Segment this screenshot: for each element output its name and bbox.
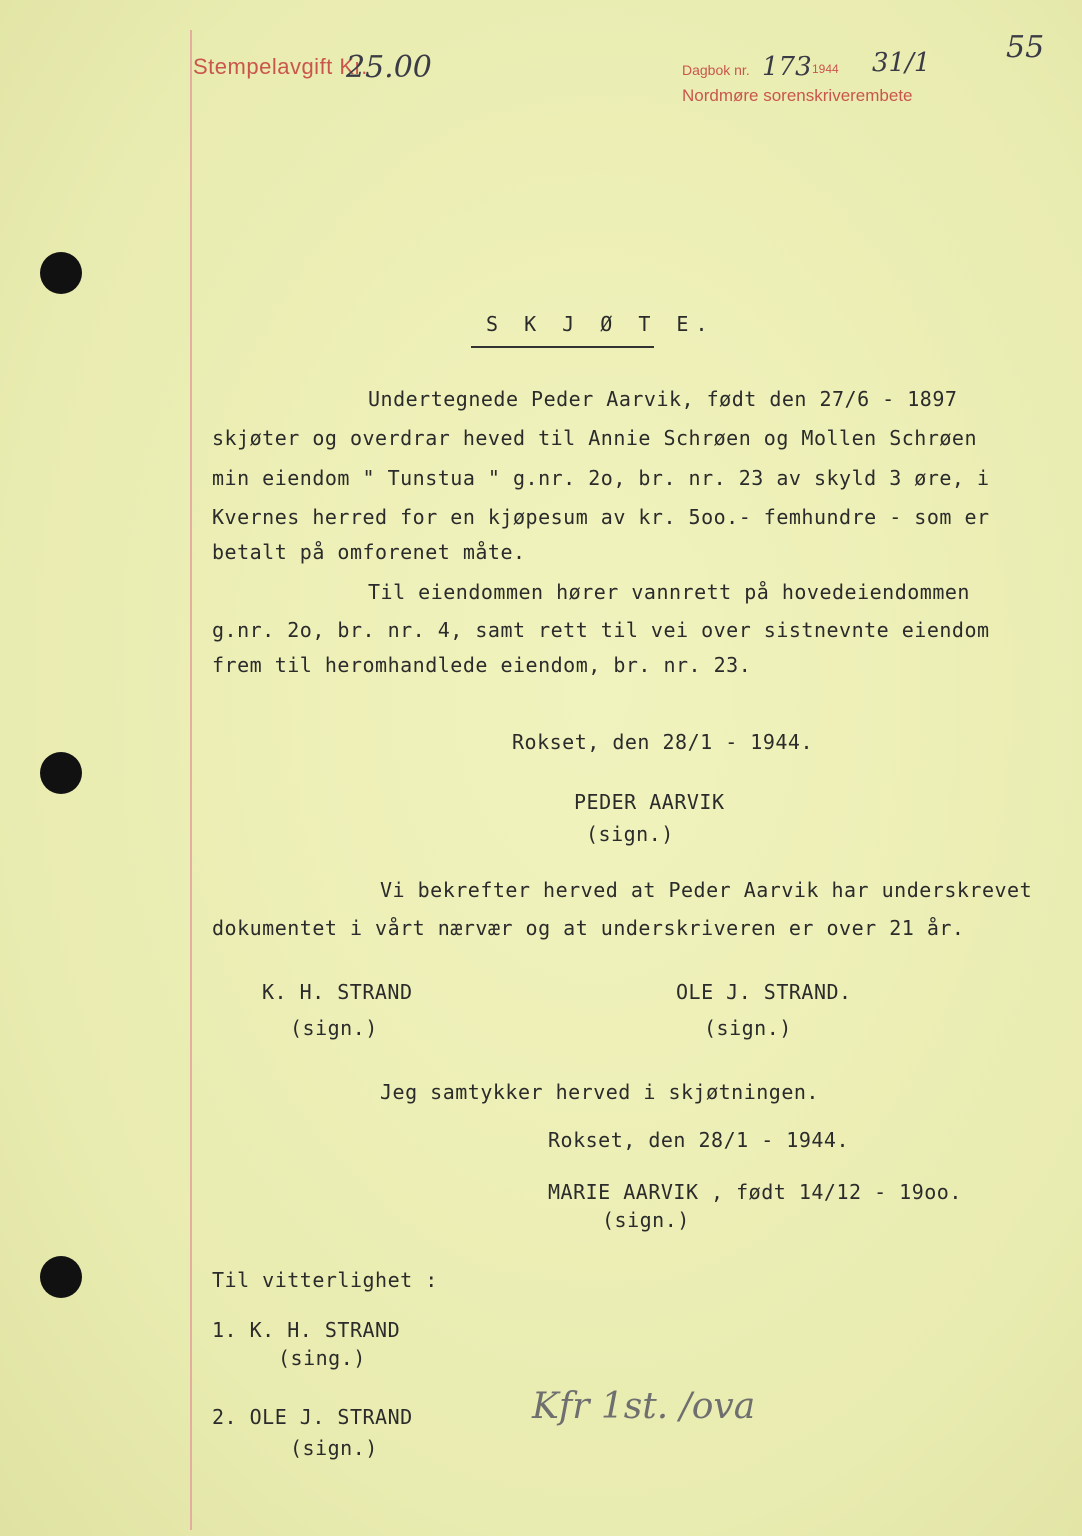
dagbok-year-prefix: 1944: [812, 62, 839, 76]
attest2-name: 2. OLE J. STRAND: [212, 1405, 413, 1429]
stamp-fee-label: Stempelavgift Kr.: [193, 54, 368, 79]
witness2-sign: (sign.): [704, 1016, 792, 1040]
dagbok-label: Dagbok nr.: [682, 62, 750, 78]
office-name: Nordmøre sorenskriverembete: [682, 86, 913, 105]
place-date-2: Rokset, den 28/1 - 1944.: [548, 1128, 849, 1152]
dagbok-number: 173: [762, 52, 812, 82]
witness-line2: dokumentet i vårt nærvær og at underskriveren er over 21 år.: [212, 916, 965, 940]
title-underline: [471, 346, 654, 348]
para2-line1: Til eiendommen hører vannrett på hovedeiendommen: [368, 580, 970, 604]
para1-line5: betalt på omforenet måte.: [212, 540, 526, 564]
punch-hole-middle: [40, 752, 82, 794]
punch-hole-top: [40, 252, 82, 294]
spouse-sign: (sign.): [602, 1208, 690, 1232]
para1-line3: min eiendom " Tunstua " g.nr. 2o, br. nr. 23 av skyld 3 øre, i: [212, 466, 990, 490]
attest1-sign: (sing.): [278, 1346, 366, 1370]
document-title: S K J Ø T E.: [486, 312, 715, 336]
consent-line: Jeg samtykker herved i skjøtningen.: [380, 1080, 819, 1104]
witness1-sign: (sign.): [290, 1016, 378, 1040]
place-date-1: Rokset, den 28/1 - 1944.: [512, 730, 813, 754]
para1-line2: skjøter og overdrar heved til Annie Schrøen og Mollen Schrøen: [212, 426, 978, 450]
dagbok-date: 31/1: [872, 48, 931, 78]
margin-rule: [190, 30, 192, 1530]
attest-heading: Til vitterlighet :: [212, 1268, 438, 1292]
signer-sign: (sign.): [586, 822, 674, 846]
attest1-name: 1. K. H. STRAND: [212, 1318, 401, 1342]
punch-hole-bottom: [40, 1256, 82, 1298]
witness1-name: K. H. STRAND: [262, 980, 413, 1004]
para2-line2: g.nr. 2o, br. nr. 4, samt rett til vei over sistnevnte eiendom: [212, 618, 990, 642]
handwritten-note: Kfr 1st. /ova: [532, 1386, 756, 1427]
page-number: 55: [1006, 30, 1045, 65]
para2-line3: frem til heromhandlede eiendom, br. nr. 23.: [212, 653, 752, 677]
attest2-sign: (sign.): [290, 1436, 378, 1460]
spouse-line: MARIE AARVIK , født 14/12 - 19oo.: [548, 1180, 962, 1204]
para1-line4: Kvernes herred for en kjøpesum av kr. 5oo.- femhundre - som er: [212, 505, 990, 529]
para1-line1: Undertegnede Peder Aarvik, født den 27/6 - 1897: [368, 387, 958, 411]
signer-name: PEDER AARVIK: [574, 790, 725, 814]
witness-line1: Vi bekrefter herved at Peder Aarvik har underskrevet: [380, 878, 1033, 902]
stamp-fee-amount: 25.00: [346, 50, 432, 85]
witness2-name: OLE J. STRAND.: [676, 980, 852, 1004]
